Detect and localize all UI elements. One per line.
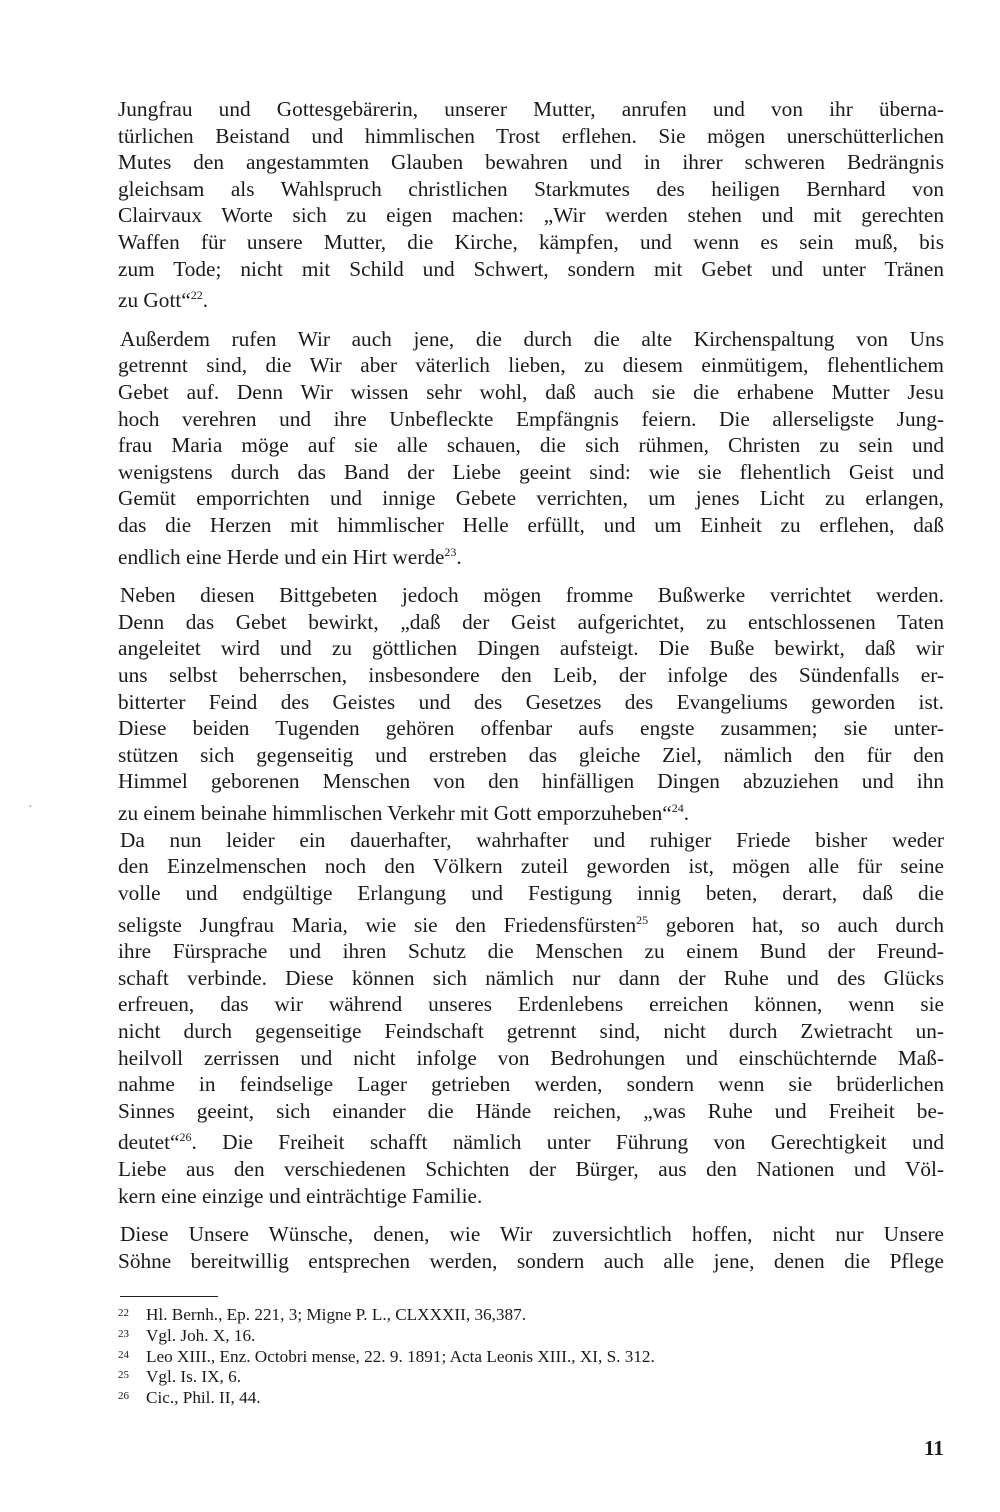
text-line <box>118 742 944 769</box>
footnote-number: 24 <box>118 1348 129 1361</box>
line-text: nicht durch gegenseitige Feindschaft getrennt sind, nicht durch Zwietracht un- <box>118 1018 944 1043</box>
text-line <box>118 149 944 176</box>
footnote-text: Cic., Phil. II, 44. <box>146 1388 261 1408</box>
line-text: bitterter Feind des Geistes und des Gesetzes des Evangeliums geworden ist. <box>118 689 944 714</box>
footnote-number: 26 <box>118 1390 129 1403</box>
line-text: Diese beiden Tugenden gehören offenbar aufs engste zusammen; sie unter- <box>118 716 944 741</box>
paragraph-gap <box>118 570 944 582</box>
paragraph-gap <box>118 1209 944 1221</box>
line-text-after: . <box>456 544 462 569</box>
line-text: endlich eine Herde und ein Hirt werde <box>118 544 445 569</box>
text-line <box>118 1221 944 1248</box>
text-line <box>118 352 944 379</box>
text-line <box>118 991 944 1018</box>
text-line <box>118 406 944 433</box>
text-line <box>118 1124 944 1156</box>
footnote-number: 25 <box>118 1369 129 1382</box>
text-line <box>118 635 944 662</box>
text-line <box>118 1248 944 1275</box>
text-line <box>118 379 944 406</box>
line-text: Neben diesen Bittgebeten jedoch mögen fromme Bußwerke verrichtet werden. <box>120 583 944 608</box>
line-text: Da nun leider ein dauerhafter, wahrhafter und ruhiger Friede bisher weder <box>120 827 944 852</box>
line-text: volle und endgültige Erlangung und Festigung innig beten, derart, daß die <box>118 880 944 905</box>
line-text: Denn das Gebet bewirkt, „daß der Geist aufgerichtet, zu entschlossenen Taten <box>118 609 944 634</box>
line-text: stützen sich gegenseitig und erstreben das gleiche Ziel, nämlich den für den <box>118 742 944 767</box>
line-text: wenigstens durch das Band der Liebe geeint sind: wie sie flehentlich Geist und <box>118 459 944 484</box>
text-line <box>118 485 944 512</box>
line-text: das die Herzen mit himmlischer Helle erfüllt, und um Einheit zu erflehen, daß <box>118 513 944 537</box>
line-text: Jungfrau und Gottesgebärerin, unserer Mutter, anrufen und von ihr überna- <box>118 97 944 121</box>
text-line <box>118 965 944 992</box>
text-line <box>118 880 944 907</box>
footnote <box>118 1388 655 1409</box>
body-text <box>118 96 944 1274</box>
line-text: deutet“ <box>118 1130 180 1155</box>
footnotes <box>118 1305 655 1409</box>
text-line <box>118 176 944 203</box>
text-line <box>118 795 944 827</box>
line-text: erfreuen, das wir während unseres Erdenlebens erreichen können, wenn sie <box>118 992 944 1017</box>
line-text: Gebet auf. Denn Wir wissen sehr wohl, daß auch sie die erhabene Mutter Jesu <box>118 380 944 405</box>
line-text: getrennt sind, die Wir aber väterlich lieben, zu diesem einmütigem, flehentlichem <box>118 353 944 378</box>
line-text-after: . <box>683 801 690 826</box>
page-number: 11 <box>924 1436 944 1460</box>
line-text: türlichen Beistand und himmlischen Trost erflehen. Sie mögen unerschütterlichen <box>118 123 944 148</box>
line-text: Liebe aus den verschiedenen Schichten der Bürger, aus den Nationen und Völ- <box>118 1157 944 1182</box>
margin-mark: · <box>28 800 33 815</box>
line-text: Clairvaux Worte sich zu eigen machen: „Wir werden stehen und mit gerechten <box>118 203 944 228</box>
text-line <box>118 938 944 965</box>
text-line <box>118 539 944 571</box>
text-line <box>118 1018 944 1045</box>
text-line <box>118 853 944 880</box>
footnote-ref: 26 <box>179 1130 192 1145</box>
text-line <box>118 662 944 689</box>
line-text: hoch verehren und ihre Unbefleckte Empfängnis feiern. Die allerseligste Jung- <box>118 406 944 431</box>
footnote <box>118 1367 655 1388</box>
text-line <box>118 768 944 795</box>
text-line <box>118 459 944 486</box>
line-text: Sinnes geeint, sich einander die Hände reichen, „was Ruhe und Freiheit be- <box>118 1098 944 1123</box>
line-text: angeleitet wird und zu göttlichen Dingen aufsteigt. Die Buße bewirkt, daß wir <box>118 636 944 661</box>
text-line <box>118 229 944 256</box>
text-line <box>118 582 944 609</box>
footnote-number: 22 <box>118 1307 129 1319</box>
footnote <box>118 1347 655 1368</box>
text-line <box>118 432 944 459</box>
text-line <box>118 512 944 539</box>
line-text: Außerdem rufen Wir auch jene, die durch die alte Kirchenspaltung von Uns <box>120 326 944 351</box>
line-text: seligste Jungfrau Maria, wie sie den Friedensfürsten <box>118 912 637 937</box>
footnote-text: Hl. Bernh., Ep. 221, 3; Migne P. L., CLXXXII, 36,387. <box>146 1305 527 1324</box>
line-text: frau Maria möge auf sie alle schauen, die sich rühmen, Christen zu sein und <box>118 433 944 458</box>
line-text: heilvoll zerrissen und nicht infolge von Bedrohungen und einschüchternde Maß- <box>118 1045 944 1070</box>
line-text: ihre Fürsprache und ihren Schutz die Menschen zu einem Bund der Freund- <box>118 939 944 964</box>
line-text: Himmel geborenen Menschen von den hinfälligen Dingen abzuziehen und ihn <box>118 769 944 794</box>
text-line <box>118 1045 944 1072</box>
footnote-ref: 23 <box>444 544 457 559</box>
line-text-after: geboren hat, so auch durch <box>648 912 944 937</box>
line-text: Waffen für unsere Mutter, die Kirche, kämpfen, und wenn es sein muß, bis <box>118 229 944 254</box>
text-line <box>118 1071 944 1098</box>
line-text-after: . <box>202 288 209 313</box>
line-text: nahme in feindselige Lager getrieben werden, sondern wenn sie brüderlichen <box>118 1072 944 1097</box>
line-text: Diese Unsere Wünsche, denen, wie Wir zuversichtlich hoffen, nicht nur Unsere <box>120 1222 944 1247</box>
text-line <box>118 609 944 636</box>
text-line <box>118 256 944 283</box>
line-text: Söhne bereitwillig entsprechen werden, sondern auch alle jene, denen die Pflege <box>118 1248 944 1273</box>
footnote-ref: 22 <box>190 288 203 303</box>
line-text: den Einzelmenschen noch den Völkern zuteil geworden ist, mögen alle für seine <box>118 854 944 879</box>
footnote-ref: 25 <box>636 912 649 927</box>
text-line <box>118 1156 944 1183</box>
line-text-after: . Die Freiheit schafft nämlich unter Führung von Gerechtigkeit und <box>191 1130 944 1155</box>
text-line <box>118 907 944 939</box>
paragraph-gap <box>118 314 944 326</box>
text-line <box>118 1183 944 1210</box>
line-text: kern eine einzige und einträchtige Familie. <box>118 1183 483 1208</box>
text-line <box>118 1098 944 1125</box>
footnote <box>118 1305 655 1326</box>
text-line <box>118 715 944 742</box>
text-line <box>118 282 944 314</box>
footnote-text: Leo XIII., Enz. Octobri mense, 22. 9. 1891; Acta Leonis XIII., XI, S. 312. <box>146 1346 655 1366</box>
line-text: Mutes den angestammten Glauben bewahren und in ihrer schweren Bedrängnis <box>118 150 944 175</box>
text-line <box>118 96 944 123</box>
line-text: gleichsam als Wahlspruch christlichen Starkmutes des heiligen Bernhard von <box>118 176 944 201</box>
line-text: schaft verbinde. Diese können sich nämlich nur dann der Ruhe und des Glücks <box>118 965 944 990</box>
line-text: zu einem beinahe himmlischen Verkehr mit Gott emporzuheben“ <box>118 801 672 826</box>
text-line <box>118 689 944 716</box>
footnote-number: 23 <box>118 1327 129 1340</box>
line-text: uns selbst beherrschen, insbesondere den Leib, der infolge des Sündenfalls er- <box>118 663 944 688</box>
text-line <box>118 202 944 229</box>
footnote-text: Vgl. Is. IX, 6. <box>146 1367 242 1387</box>
footnote-ref: 24 <box>671 801 684 816</box>
footnote-text: Vgl. Joh. X, 16. <box>146 1325 256 1345</box>
line-text: zu Gott“ <box>118 288 191 313</box>
line-text: Gemüt emporrichten und innige Gebete verrichten, um jenes Licht zu erlangen, <box>118 486 944 511</box>
text-line <box>118 326 944 353</box>
footnote-separator <box>120 1296 218 1297</box>
footnote <box>118 1326 655 1347</box>
text-line <box>118 827 944 854</box>
text-line <box>118 123 944 150</box>
line-text: zum Tode; nicht mit Schild und Schwert, sondern mit Gebet und unter Tränen <box>118 256 944 281</box>
